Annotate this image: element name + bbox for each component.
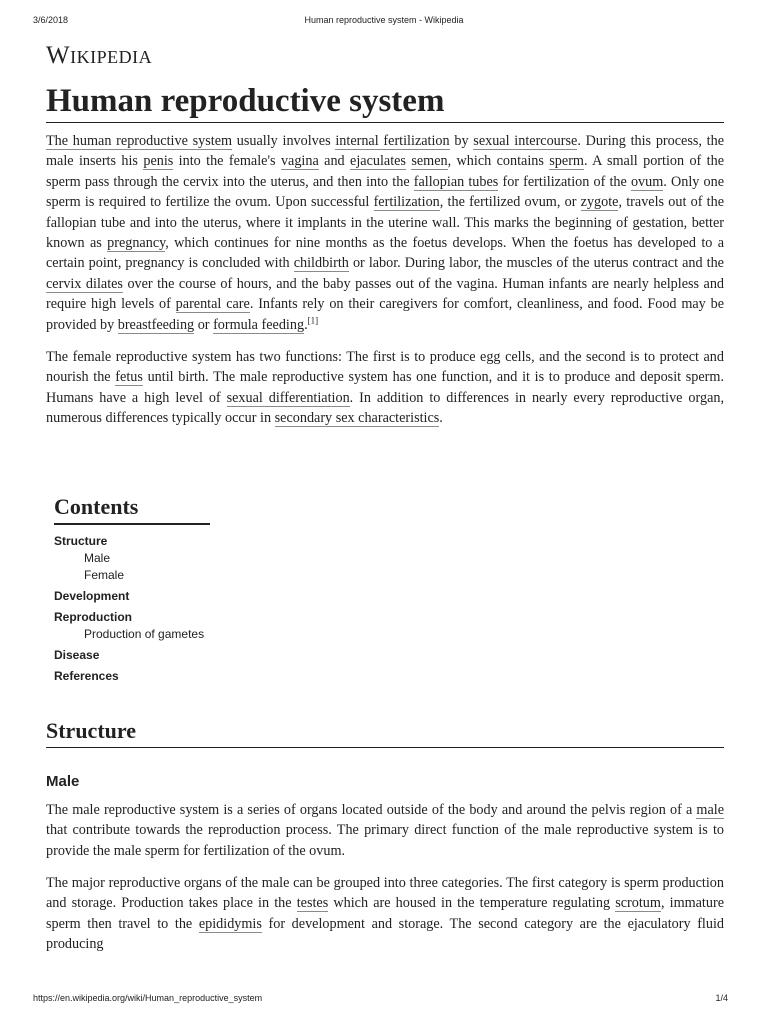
link-secondary-sex-characteristics[interactable]: secondary sex characteristics (274, 410, 440, 427)
article (46, 80, 724, 955)
toc-item-reproduction[interactable]: Reproduction (54, 609, 132, 624)
link-scrotum[interactable]: scrotum (615, 895, 661, 912)
link-cervix-dilates[interactable]: cervix dilates (46, 275, 123, 292)
link-male[interactable]: male (696, 801, 724, 818)
link-ovum[interactable]: ovum (630, 173, 664, 190)
print-page-number: 1/4 (715, 993, 728, 1003)
male-paragraph-2: The major reproductive organs of the male can be grouped into three categories. The first category is sperm production and storage. Production takes place in the testes which are housed in the temperature regulating scrotum, immature sperm then travel to the epididymis for development and storage. The second category are the ejaculatory fluid producing (46, 874, 724, 953)
toc-list (54, 533, 210, 685)
print-page-title: Human reproductive system - Wikipedia (304, 15, 464, 25)
link-parental-care[interactable]: parental care (175, 296, 250, 313)
toc-title: Contents (54, 493, 210, 525)
intro-paragraph-1: The human reproductive system usually involves internal fertilization by sexual intercourse. During this process, the male inserts his penis into the female's vagina and ejaculates semen, which contains sperm. A small portion of the sperm pass through the cervix into the uterus, and then into the fallopian tubes for fertilization of the ovum. Only one sperm is required to fertilize the ovum. Upon successful fertilization, the fertilized ovum, or zygote, travels out of the fallopian tube and into the uterus, where it implants in the uterine wall. This marks the beginning of gestation, better known as pregnancy, which continues for nine months as the foetus develops. When the foetus has developed to a certain point, pregnancy is concluded with childbirth or labor. During labor, the muscles of the uterus contract and the cervix dilates over the course of hours, and the baby passes out of the vagina. Human infants are nearly helpless and require high levels of parental care. Infants rely on their caregivers for comfort, cleanliness, and food. Food may be provided by breastfeeding or formula feeding.[1] (46, 133, 725, 333)
subsection-heading-male: Male (46, 772, 80, 790)
article-title: Human reproductive system (46, 80, 724, 123)
toc-item-references[interactable]: References (54, 668, 119, 683)
link-zygote[interactable]: zygote (580, 194, 619, 211)
link-sperm[interactable]: sperm (549, 153, 584, 170)
toc-item-production-of-gametes[interactable]: Production of gametes (84, 626, 205, 641)
toc-item-structure[interactable]: Structure (54, 533, 108, 548)
link-sexual-differentiation[interactable]: sexual differentiation (226, 389, 350, 406)
print-url: https://en.wikipedia.org/wiki/Human_reproductive_system (33, 993, 263, 1003)
link-internal-fertilization[interactable]: internal fertilization (335, 133, 450, 149)
link-childbirth[interactable]: childbirth (293, 255, 349, 272)
link-fallopian-tubes[interactable]: fallopian tubes (413, 173, 499, 190)
section-heading-structure: Structure (46, 717, 724, 748)
toc-item-development[interactable]: Development (54, 588, 130, 603)
link-ejaculates[interactable]: ejaculates (350, 153, 406, 170)
link-breastfeeding[interactable]: breastfeeding (117, 316, 195, 333)
toc-item-female[interactable]: Female (84, 567, 125, 582)
link-fetus[interactable]: fetus (115, 369, 143, 386)
link-human-reproductive-system[interactable]: The human reproductive system (46, 133, 233, 149)
link-semen[interactable]: semen (411, 153, 448, 170)
link-penis[interactable]: penis (143, 153, 174, 170)
reference-1[interactable]: [1] (307, 314, 319, 325)
link-vagina[interactable]: vagina (280, 153, 319, 170)
table-of-contents (54, 493, 210, 685)
male-paragraph-1: The male reproductive system is a series of organs located outside of the body and around the pelvis region of a male that contribute towards the reproduction process. The primary direct function of the male reproductive system is to provide the male sperm for fertilization of the ovum. (46, 801, 724, 859)
wikipedia-wordmark[interactable]: Wikipedia (46, 42, 153, 69)
toc-item-male[interactable]: Male (84, 550, 111, 565)
intro-paragraph-2: The female reproductive system has two functions: The first is to produce egg cells, and the second is to protect and nourish the fetus until birth. The male reproductive system has one function, and it is to produce and deposit sperm. Humans have a high level of sexual differentiation. In addition to differences in nearly every reproductive organ, numerous differences typically occur in secondary sex characteristics. (46, 349, 725, 427)
link-pregnancy[interactable]: pregnancy (107, 235, 166, 252)
print-date: 3/6/2018 (33, 15, 69, 25)
toc-item-disease[interactable]: Disease (54, 647, 100, 662)
link-testes[interactable]: testes (296, 895, 329, 912)
link-epididymis[interactable]: epididymis (198, 915, 262, 932)
link-formula-feeding[interactable]: formula feeding (213, 316, 305, 333)
link-fertilization[interactable]: fertilization (373, 194, 440, 211)
link-sexual-intercourse[interactable]: sexual intercourse (473, 133, 578, 149)
